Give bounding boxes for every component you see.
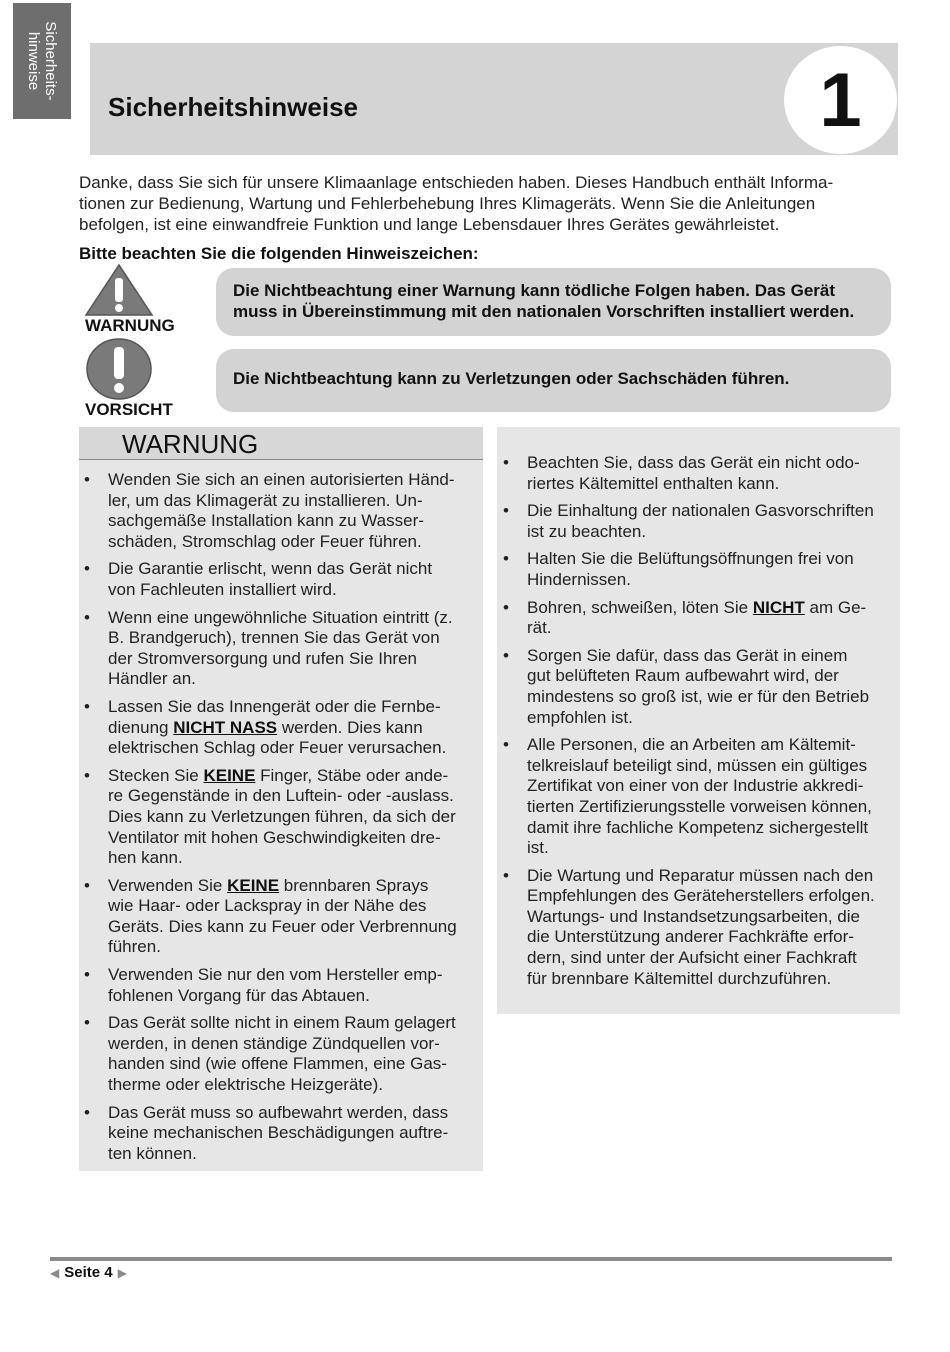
list-item (79, 876, 479, 958)
list-item-line: • Alle Personen, die an Arbeiten am Kältemit- (527, 735, 856, 755)
side-tab[interactable] (13, 3, 71, 119)
caution-notice-line: Die Nichtbeachtung kann zu Verletzungen oder Sachschäden führen. (233, 369, 790, 388)
list-item-line: damit ihre fachliche Kompetenz sichergestellt (527, 817, 869, 837)
list-item-line: • Sorgen Sie dafür, dass das Gerät in einem (527, 645, 848, 665)
warning-notice-box (216, 268, 891, 336)
list-item-line: riertes Kältemittel enthalten kann. (527, 473, 780, 493)
list-item-line: mindestens so groß ist, wie er für den Betrieb (527, 686, 870, 706)
emphasis-text: NICHT NASS (173, 717, 278, 737)
chapter-number: 1 (784, 46, 897, 154)
list-item-line: • Verwenden Sie KEINE brennbaren Sprays (108, 875, 429, 895)
list-item-line: elektrischen Schlag oder Feuer verursachen. (108, 738, 447, 758)
list-item-line: tierten Zertifizierungsstelle vorweisen können, (527, 796, 872, 816)
list-item (498, 646, 898, 728)
emphasis-text: KEINE (203, 765, 256, 785)
intro-line: befolgen, ist eine einwandfreie Funktion und lange Lebensdauer Ihres Gerätes gewährleistet. (79, 215, 780, 234)
list-item (498, 501, 898, 542)
list-item-line: hen kann. (108, 848, 183, 868)
warning-label: WARNUNG (85, 316, 175, 335)
warning-column-left (79, 427, 483, 1171)
side-tab-line1: Sicherheits- (42, 21, 59, 101)
intro-paragraph (79, 172, 879, 235)
list-item-line: ler, um das Klimagerät zu installieren. Un- (108, 490, 423, 510)
caution-circle-icon (86, 338, 152, 405)
list-item (498, 453, 898, 494)
list-item-line: • Die Garantie erlischt, wenn das Gerät nicht (108, 559, 433, 579)
list-item-line: • Das Gerät sollte nicht in einem Raum gelagert (108, 1013, 456, 1033)
list-item (79, 470, 479, 552)
warning-list-right (498, 453, 898, 996)
list-item-line: gut belüfteten Raum aufbewahrt wird, der (527, 666, 839, 686)
list-item-line: • Verwenden Sie nur den vom Hersteller emp- (108, 965, 443, 985)
list-item-line: Zertifikat von einer von der Industrie akkredi- (527, 776, 864, 796)
list-item-line: der Stromversorgung und rufen Sie Ihren (108, 648, 418, 668)
list-item (79, 766, 479, 869)
list-item-line: Händler an. (108, 669, 196, 689)
list-item-line: • Wenn eine ungewöhnliche Situation eintritt (z. (108, 607, 453, 627)
list-item-line: ten können. (108, 1143, 197, 1163)
list-item-line: • Die Einhaltung der nationalen Gasvorschriften (527, 501, 874, 521)
list-item-line: • Beachten Sie, dass das Gerät ein nicht odo- (527, 453, 860, 472)
list-item-line: • Wenden Sie sich an einen autorisierten Händ- (108, 470, 455, 489)
list-item-line: • Das Gerät muss so aufbewahrt werden, dass (108, 1102, 449, 1122)
list-item-line: die Unterstützung anderer Fachkräfte erfor- (527, 927, 854, 947)
list-item-line: telkreislauf beteiligt sind, müssen ein gültiges (527, 755, 868, 775)
footer-rule (50, 1257, 892, 1261)
list-item (79, 559, 479, 600)
list-item-line: • Stecken Sie KEINE Finger, Stäbe oder ande- (108, 765, 449, 785)
list-item (498, 866, 898, 990)
list-item-line: empfohlen ist. (527, 707, 633, 727)
list-item-line: • Halten Sie die Belüftungsöffnungen frei von (527, 549, 854, 569)
warning-column-right (497, 427, 900, 1014)
triangle-right-icon[interactable]: ▶ (117, 1265, 127, 1280)
emphasis-text: KEINE (227, 875, 280, 895)
triangle-left-icon[interactable]: ◀ (50, 1265, 60, 1280)
notice-title: Bitte beachten Sie die folgenden Hinweiszeichen: (79, 244, 479, 263)
list-item-line: dienung NICHT NASS werden. Dies kann (108, 717, 423, 737)
caution-label: VORSICHT (85, 400, 173, 419)
list-item-line: ist zu beachten. (527, 521, 647, 541)
list-item-line: therme oder elektrische Heizgeräte). (108, 1075, 383, 1095)
list-item (79, 1013, 479, 1095)
list-item-line: handen sind (wie offene Flammen, eine Gas- (108, 1054, 447, 1074)
list-item-line: für brennbare Kältemittel durchzuführen. (527, 968, 832, 988)
list-item-line: führen. (108, 937, 161, 957)
list-item-line: sachgemäße Installation kann zu Wasser- (108, 511, 424, 531)
warning-triangle-icon (84, 263, 154, 322)
list-item-line: schäden, Stromschlag oder Feuer führen. (108, 531, 422, 551)
warning-notice-line: Die Nichtbeachtung einer Warnung kann tödliche Folgen haben. Das Gerät (233, 281, 836, 300)
list-item-line: • Lassen Sie das Innengerät oder die Fernbe- (108, 696, 441, 716)
list-item-line: dern, sind unter der Aufsicht einer Fachkraft (527, 948, 857, 968)
list-item (79, 608, 479, 690)
section-header (90, 43, 898, 155)
list-item-line: wie Haar- oder Lackspray in der Nähe des (108, 896, 427, 916)
side-tab-line2: hinweise (25, 31, 42, 91)
list-item-line: von Fachleuten installiert wird. (108, 579, 337, 599)
list-item-line: rät. (527, 618, 552, 638)
caution-notice-box (216, 349, 891, 412)
list-item-line: Geräts. Dies kann zu Feuer oder Verbrennung (108, 916, 457, 936)
list-item (79, 965, 479, 1006)
list-item-line: Hindernissen. (527, 569, 631, 589)
warning-heading: WARNUNG (122, 429, 259, 459)
list-item-line: Wartungs- und Instandsetzungsarbeiten, die (527, 906, 860, 926)
list-item (498, 598, 898, 639)
list-item (498, 735, 898, 859)
page-number: Seite 4 (64, 1264, 113, 1281)
list-item-line: B. Brandgeruch), trennen Sie das Gerät von (108, 628, 440, 648)
list-item (498, 549, 898, 590)
list-item (79, 697, 479, 759)
intro-line: tionen zur Bedienung, Wartung und Fehlerbehebung Ihres Klimageräts. Wenn Sie die Anleitungen (79, 194, 816, 213)
intro-line: Danke, dass Sie sich für unsere Klimaanlage entschieden haben. Dieses Handbuch enthält Informa- (79, 173, 834, 192)
list-item-line: keine mechanischen Beschädigungen auftre- (108, 1123, 449, 1143)
list-item-line: re Gegenstände in den Luftein- oder -auslass. (108, 786, 454, 806)
list-item-line: ist. (527, 838, 549, 858)
list-item-line: werden, in denen ständige Zündquellen vor- (108, 1033, 440, 1053)
page-title: Sicherheitshinweise (108, 92, 358, 122)
emphasis-text: NICHT (752, 597, 805, 617)
list-item-line: • Die Wartung und Reparatur müssen nach den (527, 865, 874, 885)
list-item-line: Ventilator mit hohen Geschwindigkeiten dre- (108, 827, 441, 847)
list-item-line: fohlenen Vorgang für das Abtauen. (108, 985, 370, 1005)
warning-notice-line: muss in Übereinstimmung mit den nationalen Vorschriften installiert werden. (233, 302, 855, 321)
list-item-line: Empfehlungen des Geräteherstellers erfolgen. (527, 886, 875, 906)
list-item (79, 1103, 479, 1165)
list-item-line: • Bohren, schweißen, löten Sie NICHT am Ge- (527, 597, 867, 617)
footer (50, 1264, 127, 1281)
list-item-line: Dies kann zu Verletzungen führen, da sich der (108, 806, 456, 826)
warning-list-left (79, 470, 479, 1171)
